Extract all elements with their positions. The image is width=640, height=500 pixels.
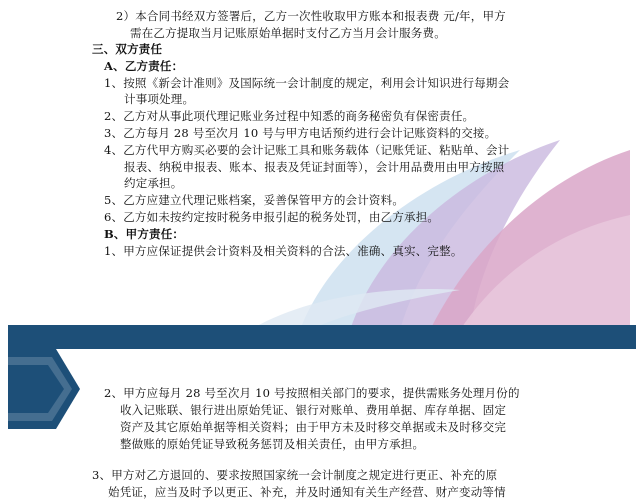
party-a-item-1-line-1: 1、按照《新会计准则》及国际统一会计制度的规定，利用会计知识进行每期会 [104,76,510,90]
section-divider-band [8,325,636,349]
party-b-item-1: 1、甲方应保证提供会计资料及相关资料的合法、准确、真实、完整。 [104,244,463,258]
chevron-arrow-icon [8,349,88,429]
party-a-item-4-line-2: 报表、纳税申报表、账本、报表及凭证封面等），会计用品费用由甲方按照 [124,160,505,174]
party-b-item-2-line-4: 整做账的原始凭证导致税务惩罚及相关责任，由甲方承担。 [120,437,425,451]
party-a-item-5: 5、乙方应建立代理记账档案，妥善保管甲方的会计资料。 [104,193,405,207]
party-a-item-6: 6、乙方如未按约定按时税务申报引起的税务处罚，由乙方承担。 [104,210,440,224]
party-a-item-4-line-3: 约定承担。 [124,176,183,190]
party-b-item-3-line-2: 始凭证，应当及时予以更正、补充，并及时通知有关生产经营、财产变动等情 [108,485,506,499]
party-b-heading: B、甲方责任： [104,227,185,241]
party-b-item-3-line-1: 3、甲方对乙方退回的、要求按照国家统一会计制度之规定进行更正、补充的原 [92,468,498,482]
party-b-item-2-line-1: 2、甲方应每月 28 号至次月 10 号按照相关部门的要求，提供需账务处理月份的 [104,386,520,400]
clause-2-line-1: 2）本合同书经双方签署后，乙方一次性收取甲方账本和报表费 元/年，甲方 [116,9,506,23]
party-b-item-2-line-3: 资产及其它原始单据等相关资料；由于甲方未及时移交单据或未及时移交完 [120,420,507,434]
party-a-item-2: 2、乙方对从事此项代理记账业务过程中知悉的商务秘密负有保密责任。 [104,109,475,123]
section-3-heading: 三、双方责任 [92,42,163,56]
party-a-item-4-line-1: 4、乙方代甲方购买必要的会计记账工具和账务载体（记账凭证、粘贴单、会计 [104,143,510,157]
party-a-item-1-line-2: 计事项处理。 [124,92,195,106]
party-b-item-2-line-2: 收入记账联、银行进出原始凭证、银行对账单、费用单据、库存单据、固定 [120,403,507,417]
party-a-heading: A、乙方责任： [104,59,184,73]
party-a-item-3: 3、乙方每月 28 号至次月 10 号与甲方电话预约进行会计记账资料的交接。 [104,126,497,140]
clause-2-line-2: 需在乙方提取当月记账原始单据时支付乙方当月会计服务费。 [130,26,446,40]
